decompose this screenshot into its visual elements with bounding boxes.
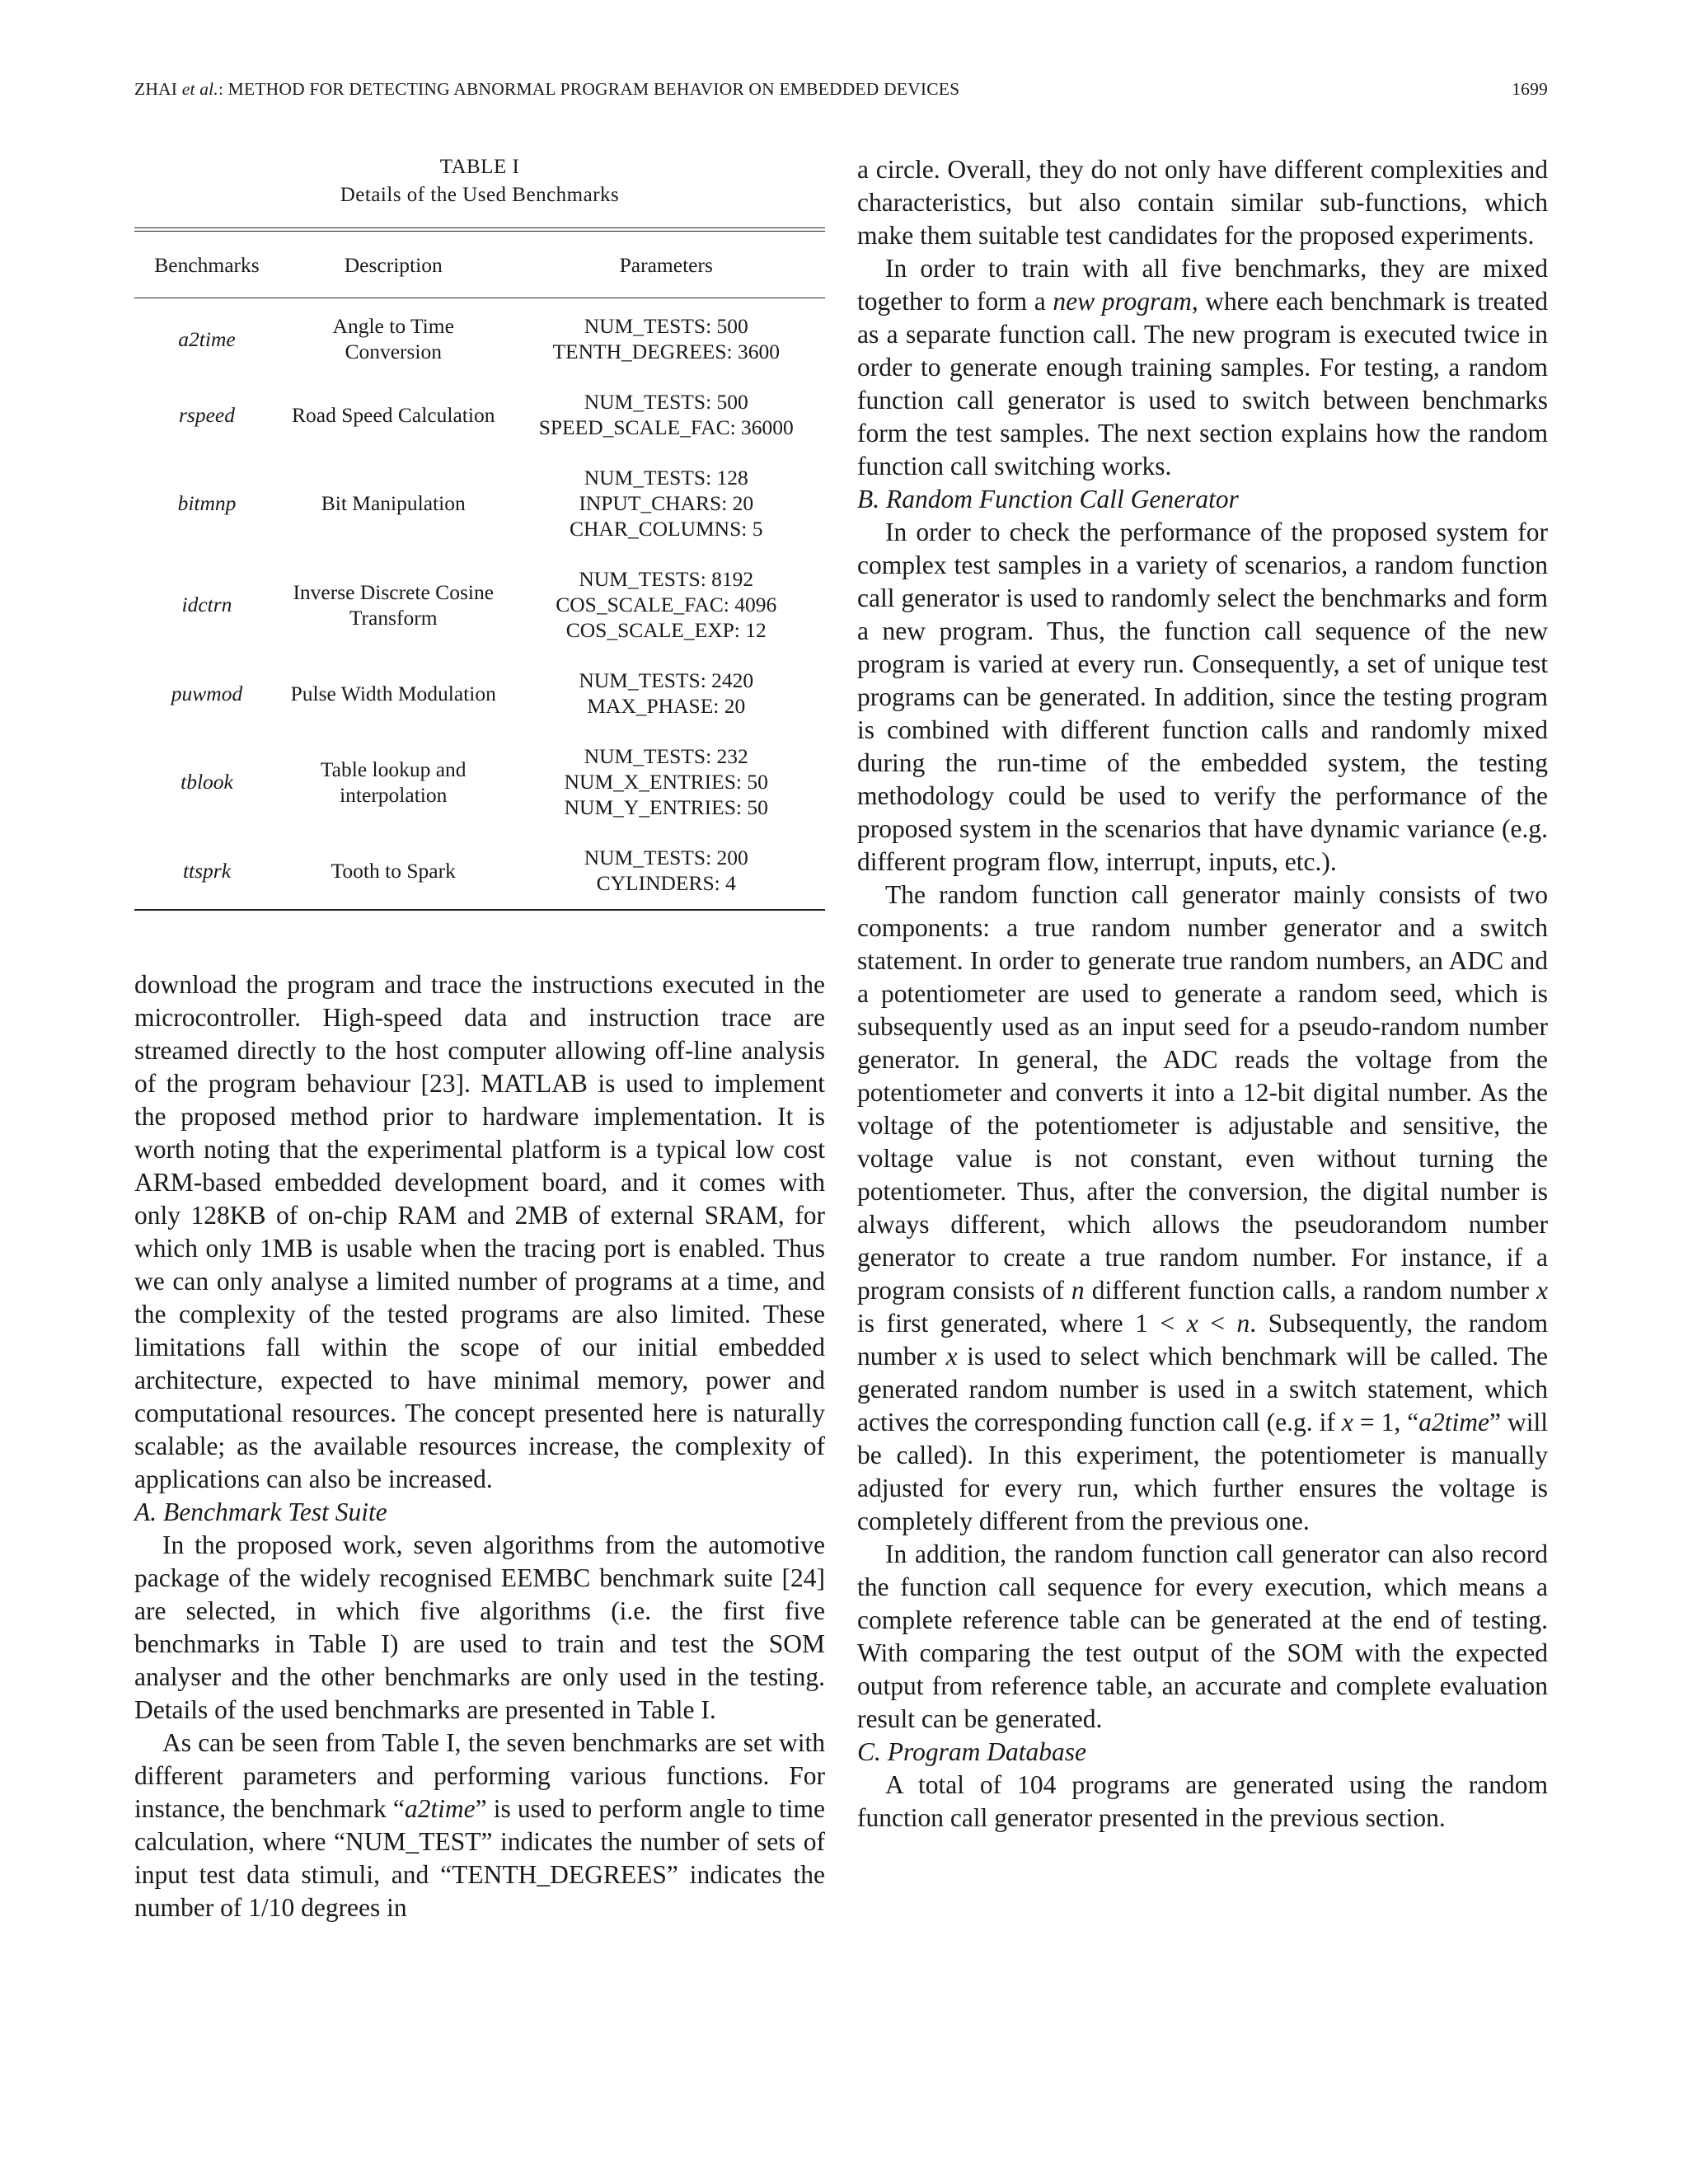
benchmark-parameters: NUM_TESTS: 2420 MAX_PHASE: 20 [579, 668, 754, 718]
section-heading-a: A. Benchmark Test Suite [134, 1497, 387, 1526]
benchmark-name: a2time [178, 326, 236, 351]
body-paragraph: The random function call generator mainly consists of two components: a true random number generator and a switch statement. In order to generate true random numbers, an ADC and a potentiometer are used to generate a random seed, which is subsequently used as an input seed for a pseudo-random number generator. In general, the ADC reads the voltage from the potentiometer and converts it into a 12-bit digital number. As the voltage of the potentiometer is adjustable and sensitive, the voltage value is not constant, even without turning the potentiometer. Thus, after the conversion, the digital number is always different, which allows the pseudorandom number generator to create a true random number. For instance, if a program consists of n different function calls, a random number x is first generated, where 1 < x < n. Subsequently, the random number x is used to select which benchmark will be called. The generated random number is used in a switch statement, which actives the corresponding function call (e.g. if x = 1, “a2time” will be called). In this experiment, the potentiometer is manually adjusted for every run, which further ensures the voltage is completely different from the previous one. [857, 880, 1548, 1535]
benchmark-table [134, 232, 825, 909]
body-paragraph: In order to train with all five benchmarks, they are mixed together to form a new program, where each benchmark is treated as a separate function call. The new program is executed twice in order to generate enough training samples. For testing, a random function call generator is used to switch between benchmarks form the test samples. The next section explains how the random function call switching works. [857, 254, 1549, 480]
benchmark-description: Angle to Time Conversion [332, 314, 454, 363]
body-paragraph: As can be seen from Table I, the seven benchmarks are set with different parameters and performing various functions. For instance, the benchmark “a2time” is used to perform angle to time calculation, where “NUM_TEST” indicates the number of sets of input test data stimuli, and “TENTH_DEGREES” indicates the number of 1/10 degrees in [134, 1728, 826, 1922]
benchmark-parameters: NUM_TESTS: 8192 COS_SCALE_FAC: 4096 COS_SCALE_EXP: 12 [556, 567, 777, 642]
table-row [134, 555, 825, 656]
table-benchmarks [134, 153, 825, 911]
left-column [134, 153, 825, 1924]
benchmark-name: bitmnp [177, 491, 237, 515]
running-header [134, 79, 1548, 109]
benchmark-description: Inverse Discrete Cosine Transform [293, 579, 495, 630]
benchmark-description: Pulse Width Modulation [290, 681, 496, 705]
table-row [134, 453, 825, 555]
right-column [857, 153, 1548, 1835]
benchmark-parameters: NUM_TESTS: 500 TENTH_DEGREES: 3600 [552, 314, 781, 363]
column-header: Benchmarks [154, 252, 260, 277]
benchmark-description: Table lookup and interpolation [320, 757, 467, 807]
body-paragraph: a circle. Overall, they do not only have different complexities and characteristics, but also contain similar sub-functions, which make them suitable test candidates for the proposed experiments. [857, 155, 1548, 250]
body-paragraph: In the proposed work, seven algorithms from the automotive package of the widely recognised EEMBC benchmark suite [24] are selected, in which five algorithms (i.e. the first five benchmarks in Table I) are used to train and test the SOM analyser and the other benchmarks are only used in the testing. Details of the used benchmarks are presented in Table I. [134, 1530, 825, 1724]
benchmark-name: rspeed [178, 402, 235, 427]
table-row [134, 298, 825, 377]
benchmark-description: Road Speed Calculation [292, 402, 495, 427]
benchmark-name: ttsprk [182, 858, 232, 883]
benchmark-name: puwmod [171, 681, 243, 705]
benchmark-parameters: NUM_TESTS: 500 SPEED_SCALE_FAC: 36000 [538, 390, 794, 439]
body-paragraph: A total of 104 programs are generated using the random function call generator presented in the previous section. [857, 1770, 1548, 1832]
table-row [134, 833, 825, 909]
table-row [134, 732, 825, 833]
table-bottom-rule [134, 909, 825, 911]
running-title: ZHAI et al.: METHOD FOR DETECTING ABNORMAL PROGRAM BEHAVIOR ON EMBEDDED DEVICES [134, 79, 960, 99]
table-row [134, 656, 825, 732]
benchmark-parameters: NUM_TESTS: 232 NUM_X_ENTRIES: 50 NUM_Y_ENTRIES: 50 [564, 744, 768, 819]
table-caption: Details of the Used Benchmarks [340, 184, 620, 206]
section-heading-c: C. Program Database [857, 1737, 1086, 1766]
table-row [134, 377, 825, 453]
body-paragraph: In addition, the random function call generator can also record the function call sequence for every execution, which means a complete reference table can be generated at the end of testing. With comparing the test output of the SOM with the expected output from reference table, an accurate and complete evaluation result can be generated. [857, 1540, 1548, 1733]
column-header: Parameters [619, 252, 713, 277]
section-heading-b: B. Random Function Call Generator [857, 485, 1239, 513]
table-label: TABLE I [439, 156, 520, 178]
benchmark-name: idctrn [181, 593, 232, 616]
benchmark-description: Tooth to Spark [331, 858, 456, 883]
body-paragraph: download the program and trace the instructions executed in the microcontroller. High-speed data and instruction trace are streamed directly to the host computer allowing off-line analysis of the program behaviour [23]. MATLAB is used to implement the proposed method prior to hardware implementation. It is worth noting that the experimental platform is a typical low cost ARM-based embedded development board, and it comes with only 128KB of on-chip RAM and 2MB of external SRAM, for which only 1MB is usable when the tracing port is enabled. Thus we can only analyse a limited number of programs at a time, and the complexity of the tested programs are also limited. These limitations fall within the scope of our initial embedded architecture, expected to have minimal memory, power and computational resources. The concept presented here is naturally scalable; as the available resources increase, the complexity of applications can also be increased. [134, 970, 825, 1493]
benchmark-description: Bit Manipulation [321, 491, 466, 515]
column-header: Description [344, 252, 443, 277]
benchmark-parameters: NUM_TESTS: 200 CYLINDERS: 4 [584, 846, 748, 895]
body-paragraph: In order to check the performance of the proposed system for complex test samples in a variety of scenarios, a random function call generator is used to randomly select the benchmarks and form a new program. Thus, the function call sequence of the new program is varied at every run. Consequently, a set of unique test programs can be generated. In addition, since the testing program is combined with different function calls and randomly mixed during the run-time of the embedded system, the testing methodology could be used to verify the performance of the proposed system in the scenarios that have dynamic variance (e.g. different program flow, interrupt, inputs, etc.). [857, 518, 1548, 876]
benchmark-name: tblook [181, 770, 233, 794]
page-number: 1699 [1512, 79, 1548, 99]
benchmark-parameters: NUM_TESTS: 128 INPUT_CHARS: 20 CHAR_COLUMNS: 5 [570, 466, 763, 541]
